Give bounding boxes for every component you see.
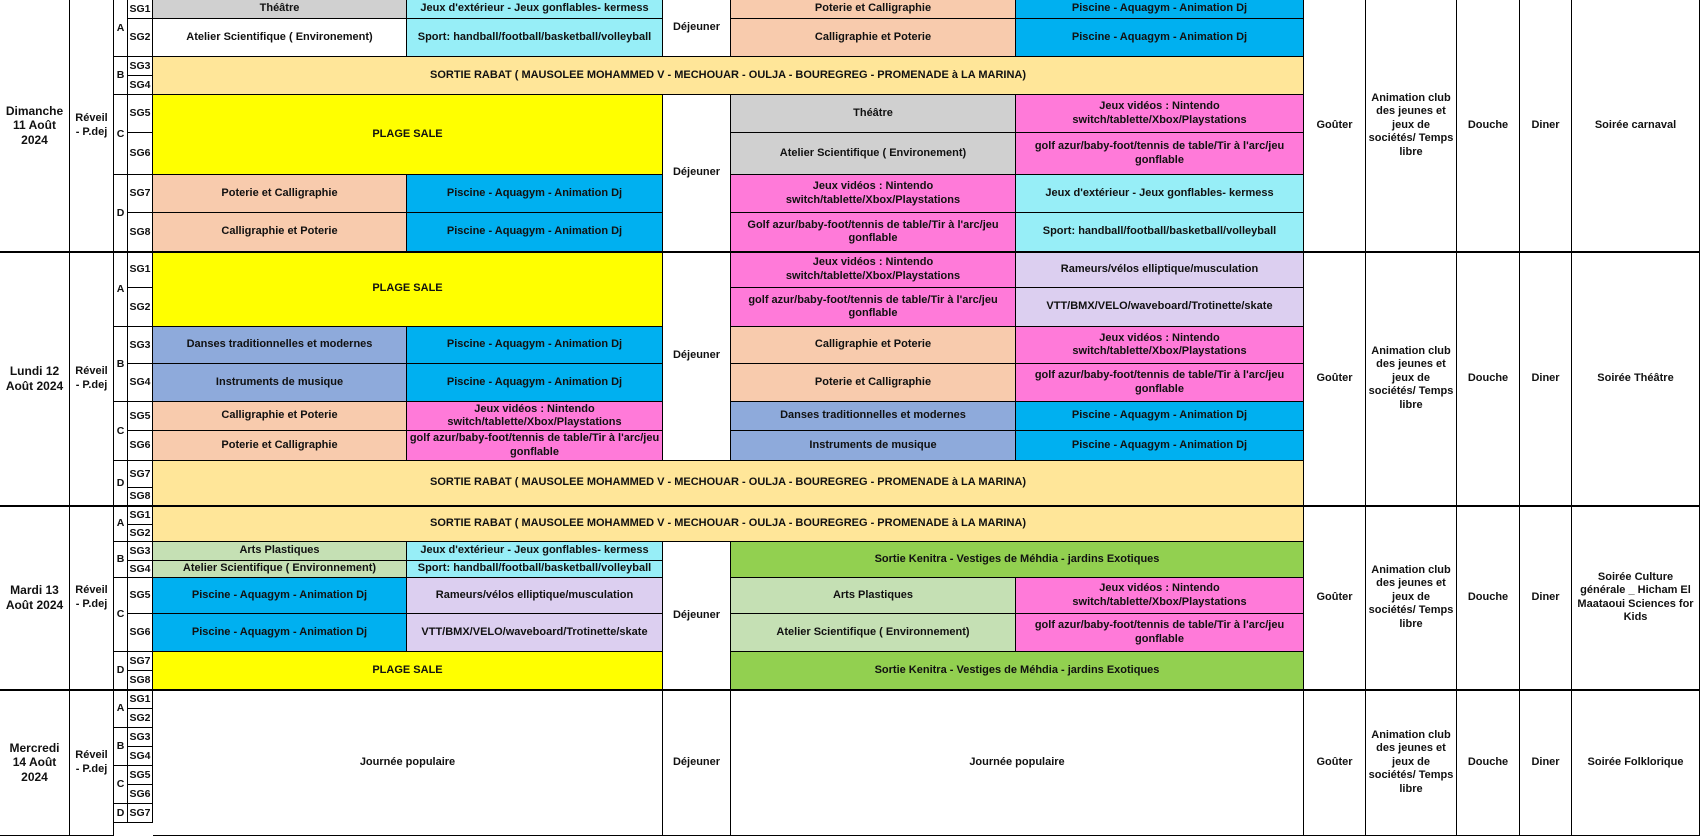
afternoon-activity: Golf azur/baby-foot/tennis de table/Tir à l'arc/jeu gonflable bbox=[731, 213, 1016, 252]
subgroup-label: SG1 bbox=[128, 506, 153, 525]
snack-cell: Goûter bbox=[1304, 690, 1366, 836]
lunch-cell: Déjeuner bbox=[663, 690, 731, 836]
subgroup-label: SG3 bbox=[128, 57, 153, 76]
subgroup-label: SG5 bbox=[128, 578, 153, 614]
subgroup-label: SG7 bbox=[128, 804, 153, 823]
club-activity-cell: Animation club des jeunes et jeux de sociétés/ Temps libre bbox=[1366, 252, 1457, 506]
morning-activity: Piscine - Aquagym - Animation Dj bbox=[407, 175, 663, 213]
group-label: B bbox=[114, 542, 128, 578]
morning-activity: Poterie et Calligraphie bbox=[153, 175, 407, 213]
dinner-cell: Diner bbox=[1520, 506, 1572, 690]
snack-cell: Goûter bbox=[1304, 0, 1366, 252]
afternoon-activity: Piscine - Aquagym - Animation Dj bbox=[1016, 402, 1304, 431]
morning-activity: Piscine - Aquagym - Animation Dj bbox=[407, 213, 663, 252]
subgroup-label: SG3 bbox=[128, 728, 153, 747]
shower-cell: Douche bbox=[1457, 690, 1520, 836]
afternoon-activity: Jeux d'extérieur - Jeux gonflables- kermess bbox=[1016, 175, 1304, 213]
outing-rabat: SORTIE RABAT ( MAUSOLEE MOHAMMED V - MECHOUAR - OULJA - BOUREGREG - PROMENADE à LA MARINA) bbox=[153, 461, 1304, 506]
subgroup-label: SG7 bbox=[128, 175, 153, 213]
subgroup-label: SG2 bbox=[128, 709, 153, 728]
subgroup-label: SG2 bbox=[128, 288, 153, 327]
shower-cell: Douche bbox=[1457, 506, 1520, 690]
afternoon-activity: Jeux vidéos : Nintendo switch/tablette/Xbox/Playstations bbox=[1016, 327, 1304, 364]
morning-activity: Piscine - Aquagym - Animation Dj bbox=[407, 364, 663, 402]
subgroup-label: SG6 bbox=[128, 614, 153, 652]
afternoon-activity: Poterie et Calligraphie bbox=[731, 364, 1016, 402]
afternoon-activity: Rameurs/vélos elliptique/musculation bbox=[1016, 252, 1304, 288]
subgroup-label: SG4 bbox=[128, 76, 153, 95]
morning-activity: Atelier Scientifique ( Environnement) bbox=[153, 561, 407, 578]
afternoon-activity: Jeux vidéos : Nintendo switch/tablette/Xbox/Playstations bbox=[1016, 578, 1304, 614]
afternoon-activity: Théâtre bbox=[731, 95, 1016, 133]
subgroup-label: SG4 bbox=[128, 561, 153, 578]
day-label: Dimanche 11 Août 2024 bbox=[0, 0, 70, 252]
morning-activity: Piscine - Aquagym - Animation Dj bbox=[153, 578, 407, 614]
afternoon-activity: golf azur/baby-foot/tennis de table/Tir à l'arc/jeu gonflable bbox=[731, 288, 1016, 327]
afternoon-activity: Danses traditionnelles et modernes bbox=[731, 402, 1016, 431]
afternoon-activity: golf azur/baby-foot/tennis de table/Tir à l'arc/jeu gonflable bbox=[1016, 614, 1304, 652]
afternoon-activity: Piscine - Aquagym - Animation Dj bbox=[1016, 19, 1304, 57]
afternoon-activity: Arts Plastiques bbox=[731, 578, 1016, 614]
dinner-cell: Diner bbox=[1520, 252, 1572, 506]
morning-activity: Jeux vidéos : Nintendo switch/tablette/Xbox/Playstations bbox=[407, 402, 663, 431]
subgroup-label: SG3 bbox=[128, 542, 153, 561]
day-separator bbox=[0, 689, 1700, 691]
outing-kenitra: Sortie Kenitra - Vestiges de Méhdia - jardins Exotiques bbox=[731, 652, 1304, 690]
group-label: A bbox=[114, 0, 128, 57]
morning-activity: Arts Plastiques bbox=[153, 542, 407, 561]
morning-activity: Rameurs/vélos elliptique/musculation bbox=[407, 578, 663, 614]
morning-activity: Jeux d'extérieur - Jeux gonflables- kermess bbox=[407, 0, 663, 19]
afternoon-activity: golf azur/baby-foot/tennis de table/Tir à l'arc/jeu gonflable bbox=[1016, 364, 1304, 402]
group-label: C bbox=[114, 402, 128, 461]
morning-activity: Théâtre bbox=[153, 0, 407, 19]
afternoon-activity: Jeux vidéos : Nintendo switch/tablette/Xbox/Playstations bbox=[731, 252, 1016, 288]
outing-rabat: SORTIE RABAT ( MAUSOLEE MOHAMMED V - MECHOUAR - OULJA - BOUREGREG - PROMENADE à LA MARINA) bbox=[153, 506, 1304, 542]
afternoon-activity: VTT/BMX/VELO/waveboard/Trotinette/skate bbox=[1016, 288, 1304, 327]
group-label: C bbox=[114, 578, 128, 652]
afternoon-activity: Atelier Scientifique ( Environnement) bbox=[731, 614, 1016, 652]
subgroup-label: SG4 bbox=[128, 747, 153, 766]
afternoon-activity: Piscine - Aquagym - Animation Dj bbox=[1016, 0, 1304, 19]
dinner-cell: Diner bbox=[1520, 0, 1572, 252]
lunch-cell: Déjeuner bbox=[663, 252, 731, 461]
morning-activity: Instruments de musique bbox=[153, 364, 407, 402]
morning-activity: Piscine - Aquagym - Animation Dj bbox=[153, 614, 407, 652]
group-label: C bbox=[114, 766, 128, 804]
afternoon-activity: Jeux vidéos : Nintendo switch/tablette/Xbox/Playstations bbox=[731, 175, 1016, 213]
group-label: A bbox=[114, 506, 128, 542]
dinner-cell: Diner bbox=[1520, 690, 1572, 836]
beach-activity: PLAGE SALE bbox=[153, 95, 663, 175]
group-label: A bbox=[114, 252, 128, 327]
subgroup-label: SG2 bbox=[128, 525, 153, 542]
snack-cell: Goûter bbox=[1304, 506, 1366, 690]
wake-breakfast-label: Réveil - P.dej bbox=[70, 0, 114, 252]
group-label: B bbox=[114, 327, 128, 402]
morning-activity: golf azur/baby-foot/tennis de table/Tir à l'arc/jeu gonflable bbox=[407, 431, 663, 461]
subgroup-label: SG3 bbox=[128, 327, 153, 364]
morning-activity: Calligraphie et Poterie bbox=[153, 213, 407, 252]
group-label: D bbox=[114, 804, 128, 823]
subgroup-label: SG1 bbox=[128, 690, 153, 709]
subgroup-label: SG1 bbox=[128, 252, 153, 288]
beach-activity: PLAGE SALE bbox=[153, 652, 663, 690]
lunch-cell: Déjeuner bbox=[663, 0, 731, 57]
subgroup-label: SG5 bbox=[128, 766, 153, 785]
shower-cell: Douche bbox=[1457, 252, 1520, 506]
group-label: D bbox=[114, 652, 128, 690]
subgroup-label: SG5 bbox=[128, 95, 153, 133]
afternoon-activity: Atelier Scientifique ( Environement) bbox=[731, 133, 1016, 175]
group-label: B bbox=[114, 57, 128, 95]
popular-day-morning: Journée populaire bbox=[153, 690, 663, 836]
evening-activity-cell: Soirée carnaval bbox=[1572, 0, 1700, 252]
subgroup-label: SG7 bbox=[128, 461, 153, 488]
morning-activity: Jeux d'extérieur - Jeux gonflables- kermess bbox=[407, 542, 663, 561]
day-separator bbox=[0, 251, 1700, 253]
wake-breakfast-label: Réveil - P.dej bbox=[70, 506, 114, 690]
outing-kenitra: Sortie Kenitra - Vestiges de Méhdia - jardins Exotiques bbox=[731, 542, 1304, 578]
afternoon-activity: Poterie et Calligraphie bbox=[731, 0, 1016, 19]
afternoon-activity: Sport: handball/football/basketball/volleyball bbox=[1016, 213, 1304, 252]
day-label: Lundi 12 Août 2024 bbox=[0, 252, 70, 506]
club-activity-cell: Animation club des jeunes et jeux de sociétés/ Temps libre bbox=[1366, 690, 1457, 836]
afternoon-activity: Calligraphie et Poterie bbox=[731, 19, 1016, 57]
group-label: D bbox=[114, 461, 128, 506]
afternoon-activity: Jeux vidéos : Nintendo switch/tablette/Xbox/Playstations bbox=[1016, 95, 1304, 133]
wake-breakfast-label: Réveil - P.dej bbox=[70, 252, 114, 506]
subgroup-label: SG5 bbox=[128, 402, 153, 431]
popular-day-afternoon: Journée populaire bbox=[731, 690, 1304, 836]
snack-cell: Goûter bbox=[1304, 252, 1366, 506]
club-activity-cell: Animation club des jeunes et jeux de sociétés/ Temps libre bbox=[1366, 506, 1457, 690]
morning-activity: Poterie et Calligraphie bbox=[153, 431, 407, 461]
wake-breakfast-label: Réveil - P.dej bbox=[70, 690, 114, 836]
morning-activity: Sport: handball/football/basketball/volleyball bbox=[407, 561, 663, 578]
lunch-cell: Déjeuner bbox=[663, 95, 731, 252]
afternoon-activity: Instruments de musique bbox=[731, 431, 1016, 461]
evening-activity-cell: Soirée Culture générale _ Hicham El Maataoui Sciences for Kids bbox=[1572, 506, 1700, 690]
day-label: Mardi 13 Août 2024 bbox=[0, 506, 70, 690]
subgroup-label: SG6 bbox=[128, 431, 153, 461]
afternoon-activity: Piscine - Aquagym - Animation Dj bbox=[1016, 431, 1304, 461]
morning-activity: Piscine - Aquagym - Animation Dj bbox=[407, 327, 663, 364]
evening-activity-cell: Soirée Folklorique bbox=[1572, 690, 1700, 836]
subgroup-label: SG4 bbox=[128, 364, 153, 402]
group-label: B bbox=[114, 728, 128, 766]
lunch-cell: Déjeuner bbox=[663, 542, 731, 690]
subgroup-label: SG7 bbox=[128, 652, 153, 671]
morning-activity: Sport: handball/football/basketball/volleyball bbox=[407, 19, 663, 57]
morning-activity: Danses traditionnelles et modernes bbox=[153, 327, 407, 364]
outing-rabat: SORTIE RABAT ( MAUSOLEE MOHAMMED V - MECHOUAR - OULJA - BOUREGREG - PROMENADE à LA MARINA) bbox=[153, 57, 1304, 95]
subgroup-label: SG6 bbox=[128, 785, 153, 804]
group-label: A bbox=[114, 690, 128, 728]
morning-activity: VTT/BMX/VELO/waveboard/Trotinette/skate bbox=[407, 614, 663, 652]
club-activity-cell: Animation club des jeunes et jeux de sociétés/ Temps libre bbox=[1366, 0, 1457, 252]
subgroup-label: SG8 bbox=[128, 213, 153, 252]
day-separator bbox=[0, 505, 1700, 507]
afternoon-activity: golf azur/baby-foot/tennis de table/Tir à l'arc/jeu gonflable bbox=[1016, 133, 1304, 175]
morning-activity: Calligraphie et Poterie bbox=[153, 402, 407, 431]
morning-activity: Atelier Scientifique ( Environement) bbox=[153, 19, 407, 57]
subgroup-label: SG6 bbox=[128, 133, 153, 175]
evening-activity-cell: Soirée Théâtre bbox=[1572, 252, 1700, 506]
beach-activity: PLAGE SALE bbox=[153, 252, 663, 327]
day-label: Mercredi 14 Août 2024 bbox=[0, 690, 70, 836]
subgroup-label: SG1 bbox=[128, 0, 153, 19]
subgroup-label: SG2 bbox=[128, 19, 153, 57]
subgroup-label: SG8 bbox=[128, 671, 153, 690]
subgroup-label: SG8 bbox=[128, 488, 153, 506]
group-label: D bbox=[114, 175, 128, 252]
group-label: C bbox=[114, 95, 128, 175]
afternoon-activity: Calligraphie et Poterie bbox=[731, 327, 1016, 364]
shower-cell: Douche bbox=[1457, 0, 1520, 252]
